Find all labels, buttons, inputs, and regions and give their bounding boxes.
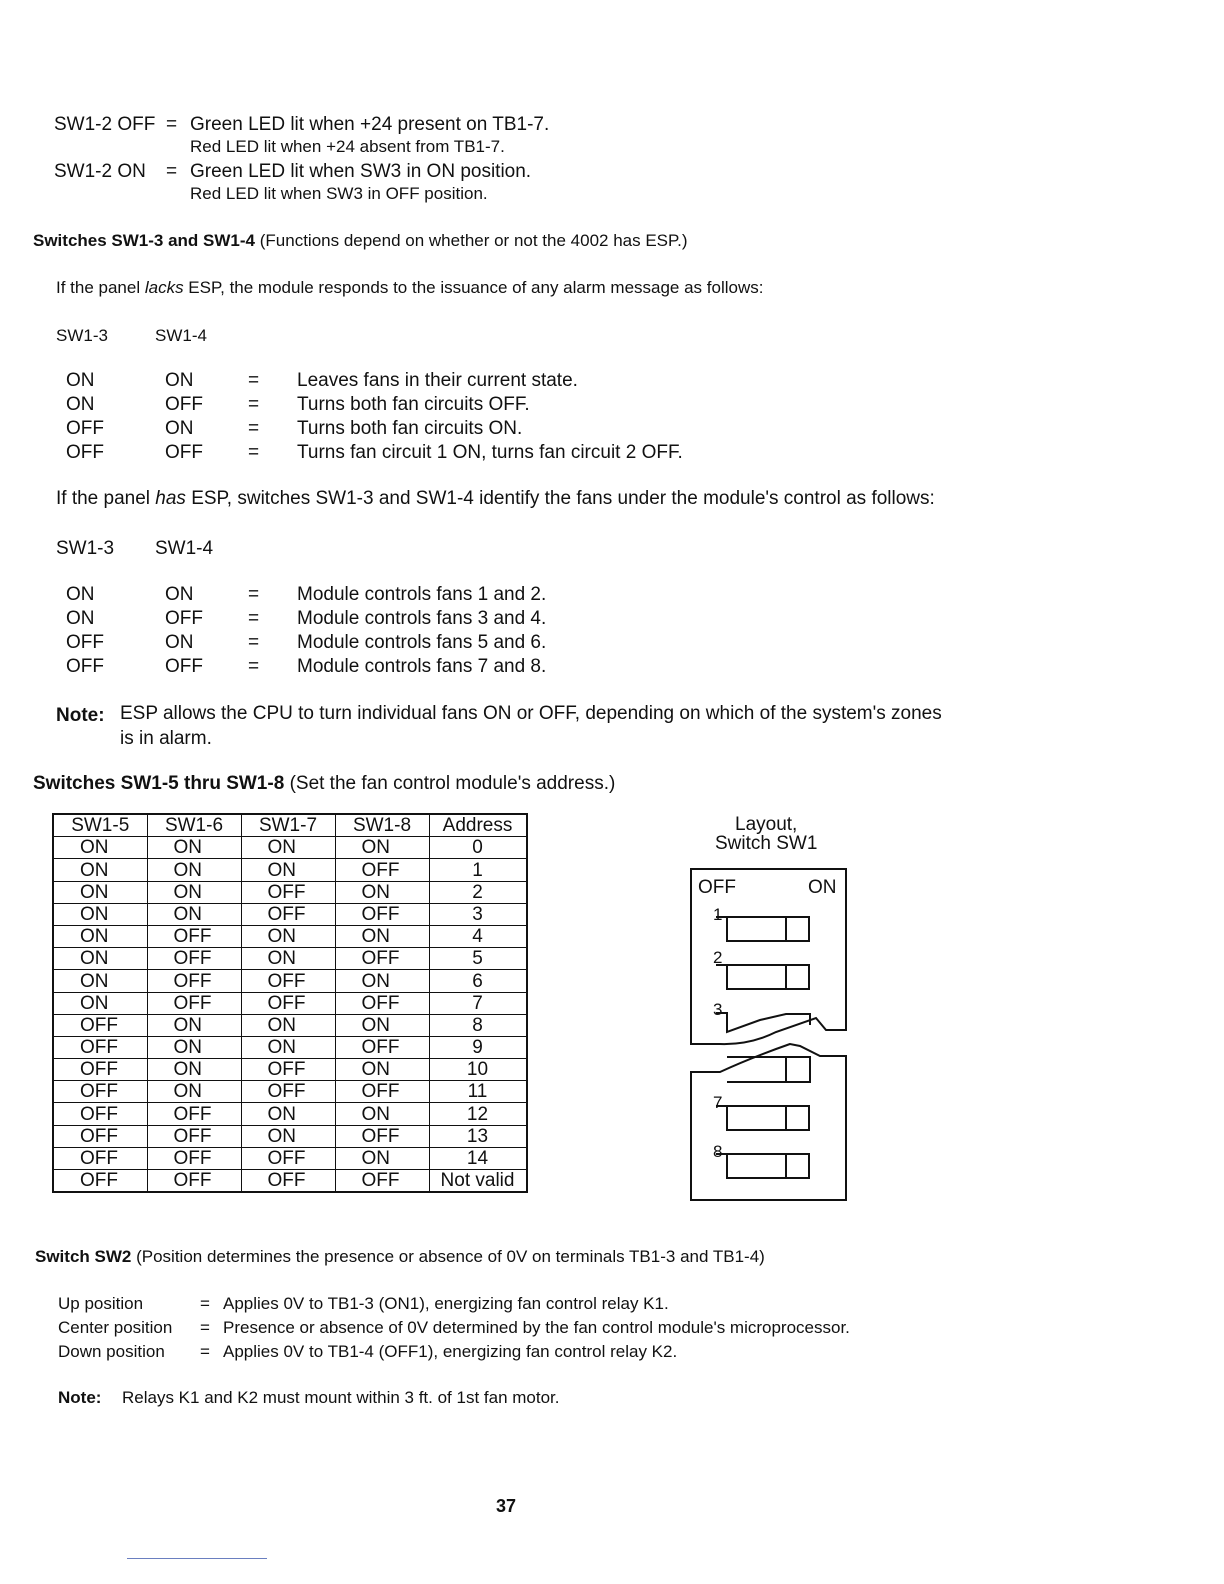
table-row <box>53 881 527 903</box>
sw2-position-description: Presence or absence of 0V determined by the fan control module's microprocessor. <box>223 1318 850 1337</box>
lacks-equals: = <box>248 394 260 415</box>
has-intro-pre: If the panel <box>56 488 156 509</box>
sw34-heading <box>33 231 688 251</box>
lacks-description: Turns fan circuit 1 ON, turns fan circuit 2 OFF. <box>297 442 683 463</box>
lacks-description: Leaves fans in their current state. <box>297 370 578 391</box>
switch-state-cell: ON <box>241 1014 335 1036</box>
switch-state-cell: ON <box>335 970 429 992</box>
lacks-sw13-value: ON <box>66 394 95 415</box>
switch-state-cell: OFF <box>335 1036 429 1058</box>
esp-note-line1: ESP allows the CPU to turn individual fans ON or OFF, depending on which of the system's zones <box>120 703 942 724</box>
switch-state-cell: OFF <box>53 1125 147 1147</box>
sw58-heading-bold: Switches SW1-5 thru SW1-8 <box>33 773 285 794</box>
header-cell: SW1-6 <box>147 814 241 837</box>
switch-state-cell: ON <box>335 925 429 947</box>
switch-state-cell: ON <box>335 1059 429 1081</box>
table-row <box>53 992 527 1014</box>
layout-off-label: OFF <box>698 877 736 898</box>
table-row <box>53 1059 527 1081</box>
relay-note-label: Note: <box>58 1388 102 1407</box>
switch-state-cell: ON <box>241 837 335 859</box>
switch-state-cell: OFF <box>53 1147 147 1169</box>
switch-state-cell: OFF <box>147 1125 241 1147</box>
header-cell: SW1-8 <box>335 814 429 837</box>
table-row <box>53 1103 527 1125</box>
address-cell: 2 <box>429 881 527 903</box>
table-row <box>53 925 527 947</box>
sw2-heading-bold: Switch SW2 <box>35 1247 132 1266</box>
switch-state-cell: ON <box>241 859 335 881</box>
sw58-heading <box>33 773 615 795</box>
switch-state-cell: ON <box>147 1081 241 1103</box>
switch-state-cell: OFF <box>53 1059 147 1081</box>
switch-state-cell: ON <box>147 859 241 881</box>
sw12-off-label: SW1-2 OFF <box>54 114 156 135</box>
footer-rule <box>127 1558 267 1559</box>
switch-state-cell: ON <box>335 837 429 859</box>
sw12-off-desc1: Green LED lit when +24 present on TB1-7. <box>190 114 550 135</box>
sw2-position-label: Up position <box>58 1294 144 1313</box>
switch-state-cell: OFF <box>147 1147 241 1169</box>
address-cell: Not valid <box>429 1170 527 1193</box>
lacks-sw14-value: ON <box>165 418 194 439</box>
lacks-sw14-value: OFF <box>165 394 203 415</box>
sw2-equals: = <box>200 1342 210 1361</box>
switch-7-number: 7 <box>713 1093 723 1112</box>
has-col-sw14: SW1-4 <box>155 538 214 559</box>
lacks-sw13-value: OFF <box>66 442 104 463</box>
switch-state-cell: OFF <box>335 1125 429 1147</box>
switch-state-cell: OFF <box>53 1103 147 1125</box>
table-row <box>53 948 527 970</box>
has-sw13-value: ON <box>66 608 95 629</box>
table-row <box>53 837 527 859</box>
switch-state-cell: ON <box>241 1125 335 1147</box>
sw2-position-label: Down position <box>58 1342 165 1361</box>
switch-state-cell: OFF <box>241 1170 335 1193</box>
layout-title-1: Layout, <box>735 814 798 835</box>
switch-state-cell: ON <box>147 881 241 903</box>
switch-state-cell: OFF <box>147 970 241 992</box>
sw34-heading-bold: Switches SW1-3 and SW1-4 <box>33 231 255 250</box>
table-row <box>53 903 527 925</box>
switch-state-cell: OFF <box>53 1014 147 1036</box>
switch-state-cell: ON <box>335 1014 429 1036</box>
address-cell: 1 <box>429 859 527 881</box>
switch-state-cell: ON <box>147 903 241 925</box>
address-cell: 14 <box>429 1147 527 1169</box>
switch-state-cell: ON <box>53 859 147 881</box>
switch-state-cell: ON <box>53 903 147 925</box>
switch-state-cell: OFF <box>335 903 429 925</box>
address-cell: 5 <box>429 948 527 970</box>
address-cell: 9 <box>429 1036 527 1058</box>
has-col-sw13: SW1-3 <box>56 538 115 559</box>
switch-2-number: 2 <box>713 948 723 967</box>
table-row <box>53 1014 527 1036</box>
switch-state-cell: OFF <box>241 1081 335 1103</box>
has-equals: = <box>248 656 260 677</box>
switch-state-cell: ON <box>147 1059 241 1081</box>
sw12-off-desc2: Red LED lit when +24 absent from TB1-7. <box>190 137 505 156</box>
address-cell: 7 <box>429 992 527 1014</box>
address-cell: 4 <box>429 925 527 947</box>
lacks-equals: = <box>248 370 260 391</box>
sw12-on-equals: = <box>166 161 178 182</box>
lacks-equals: = <box>248 442 260 463</box>
switch-sw1-diagram <box>680 860 860 1210</box>
lacks-sw13-value: OFF <box>66 418 104 439</box>
switch-state-cell: OFF <box>147 1170 241 1193</box>
table-row <box>53 1036 527 1058</box>
has-equals: = <box>248 632 260 653</box>
switch-1-slot <box>727 917 809 941</box>
switch-state-cell: ON <box>53 948 147 970</box>
switch-1-number: 1 <box>713 905 723 924</box>
sw12-on-desc2: Red LED lit when SW3 in OFF position. <box>190 184 488 203</box>
lacks-equals: = <box>248 418 260 439</box>
has-sw14-value: OFF <box>165 656 203 677</box>
switch-state-cell: OFF <box>335 1081 429 1103</box>
switch-state-cell: OFF <box>241 903 335 925</box>
has-sw14-value: ON <box>165 584 194 605</box>
has-intro-post: ESP, switches SW1-3 and SW1-4 identify the fans under the module's control as follows: <box>185 488 935 509</box>
lacks-col-sw13: SW1-3 <box>56 326 108 345</box>
switch-state-cell: OFF <box>241 970 335 992</box>
table-row <box>53 970 527 992</box>
layout-on-label: ON <box>808 877 837 898</box>
sw2-equals: = <box>200 1294 210 1313</box>
switch-state-cell: ON <box>335 1147 429 1169</box>
switch-state-cell: ON <box>147 1036 241 1058</box>
has-sw13-value: ON <box>66 584 95 605</box>
address-table <box>52 813 528 1193</box>
has-sw13-value: OFF <box>66 656 104 677</box>
switch-state-cell: ON <box>147 837 241 859</box>
table-row <box>53 1081 527 1103</box>
sw58-heading-rest: (Set the fan control module's address.) <box>289 773 616 794</box>
sw2-position-label: Center position <box>58 1318 173 1337</box>
lacks-intro-post: ESP, the module responds to the issuance of any alarm message as follows: <box>183 278 764 297</box>
switch-state-cell: ON <box>241 948 335 970</box>
esp-note-label: Note: <box>56 705 105 726</box>
lacks-col-sw14: SW1-4 <box>155 326 207 345</box>
switch-3-slot <box>716 1013 810 1032</box>
dip-switch-body-bottom <box>691 1044 846 1200</box>
sw12-on-label: SW1-2 ON <box>54 161 146 182</box>
sw2-heading-rest: (Position determines the presence or absence of 0V on terminals TB1-3 and TB1-4) <box>136 1247 765 1266</box>
switch-state-cell: OFF <box>241 1059 335 1081</box>
page-number: 37 <box>496 1496 517 1516</box>
switch-state-cell: OFF <box>335 1170 429 1193</box>
lacks-intro-italic: lacks <box>144 278 184 297</box>
switch-6-slot <box>727 1057 810 1082</box>
switch-state-cell: ON <box>335 1103 429 1125</box>
table-row <box>53 1147 527 1169</box>
address-cell: 3 <box>429 903 527 925</box>
switch-state-cell: ON <box>53 925 147 947</box>
switch-state-cell: OFF <box>53 1081 147 1103</box>
has-intro-italic: has <box>155 488 186 509</box>
sw2-heading <box>35 1247 765 1267</box>
switch-state-cell: ON <box>53 837 147 859</box>
switch-state-cell: ON <box>53 992 147 1014</box>
switch-state-cell: OFF <box>147 925 241 947</box>
switch-state-cell: OFF <box>147 1103 241 1125</box>
table-row <box>53 859 527 881</box>
has-sw14-value: OFF <box>165 608 203 629</box>
has-intro <box>56 488 935 510</box>
table-row <box>53 1125 527 1147</box>
lacks-intro-pre: If the panel <box>56 278 145 297</box>
switch-state-cell: OFF <box>241 881 335 903</box>
has-description: Module controls fans 1 and 2. <box>297 584 547 605</box>
header-cell: SW1-7 <box>241 814 335 837</box>
switch-state-cell: ON <box>241 925 335 947</box>
address-cell: 10 <box>429 1059 527 1081</box>
has-description: Module controls fans 5 and 6. <box>297 632 547 653</box>
switch-state-cell: OFF <box>53 1036 147 1058</box>
lacks-sw14-value: ON <box>165 370 194 391</box>
layout-title-2: Switch SW1 <box>715 833 818 854</box>
address-table-header <box>53 814 527 837</box>
lacks-sw13-value: ON <box>66 370 95 391</box>
sw2-position-description: Applies 0V to TB1-3 (ON1), energizing fan control relay K1. <box>223 1294 669 1313</box>
sw12-on-desc1: Green LED lit when SW3 in ON position. <box>190 161 532 182</box>
has-equals: = <box>248 608 260 629</box>
switch-state-cell: OFF <box>147 948 241 970</box>
switch-state-cell: OFF <box>335 992 429 1014</box>
sw12-off-equals: = <box>166 114 178 135</box>
switch-state-cell: OFF <box>53 1170 147 1193</box>
switch-state-cell: OFF <box>335 859 429 881</box>
switch-2-slot <box>727 965 809 989</box>
address-cell: 11 <box>429 1081 527 1103</box>
switch-state-cell: OFF <box>147 992 241 1014</box>
address-cell: 6 <box>429 970 527 992</box>
address-cell: 8 <box>429 1014 527 1036</box>
switch-8-slot <box>727 1154 809 1178</box>
address-cell: 12 <box>429 1103 527 1125</box>
switch-state-cell: ON <box>335 881 429 903</box>
lacks-description: Turns both fan circuits ON. <box>297 418 523 439</box>
switch-state-cell: ON <box>241 1103 335 1125</box>
has-sw14-value: ON <box>165 632 194 653</box>
switch-state-cell: ON <box>241 1036 335 1058</box>
address-cell: 0 <box>429 837 527 859</box>
switch-state-cell: ON <box>53 970 147 992</box>
header-cell: Address <box>429 814 527 837</box>
sw2-position-description: Applies 0V to TB1-4 (OFF1), energizing fan control relay K2. <box>223 1342 678 1361</box>
switch-state-cell: OFF <box>241 992 335 1014</box>
has-description: Module controls fans 3 and 4. <box>297 608 547 629</box>
lacks-sw14-value: OFF <box>165 442 203 463</box>
address-cell: 13 <box>429 1125 527 1147</box>
header-cell: SW1-5 <box>53 814 147 837</box>
sw34-heading-rest: (Functions depend on whether or not the 4002 has ESP.) <box>259 231 688 250</box>
table-row <box>53 1170 527 1193</box>
switch-state-cell: OFF <box>241 1147 335 1169</box>
has-sw13-value: OFF <box>66 632 104 653</box>
has-description: Module controls fans 7 and 8. <box>297 656 547 677</box>
switch-8-number: 8 <box>713 1142 723 1161</box>
sw2-equals: = <box>200 1318 210 1337</box>
switch-state-cell: OFF <box>335 948 429 970</box>
has-equals: = <box>248 584 260 605</box>
lacks-intro <box>56 278 763 298</box>
relay-note-text: Relays K1 and K2 must mount within 3 ft. of 1st fan motor. <box>122 1388 560 1407</box>
switch-3-number: 3 <box>713 1000 723 1019</box>
switch-state-cell: ON <box>147 1014 241 1036</box>
switch-7-slot <box>727 1106 809 1130</box>
esp-note-line2: is in alarm. <box>120 728 212 749</box>
lacks-description: Turns both fan circuits OFF. <box>297 394 530 415</box>
switch-state-cell: ON <box>53 881 147 903</box>
